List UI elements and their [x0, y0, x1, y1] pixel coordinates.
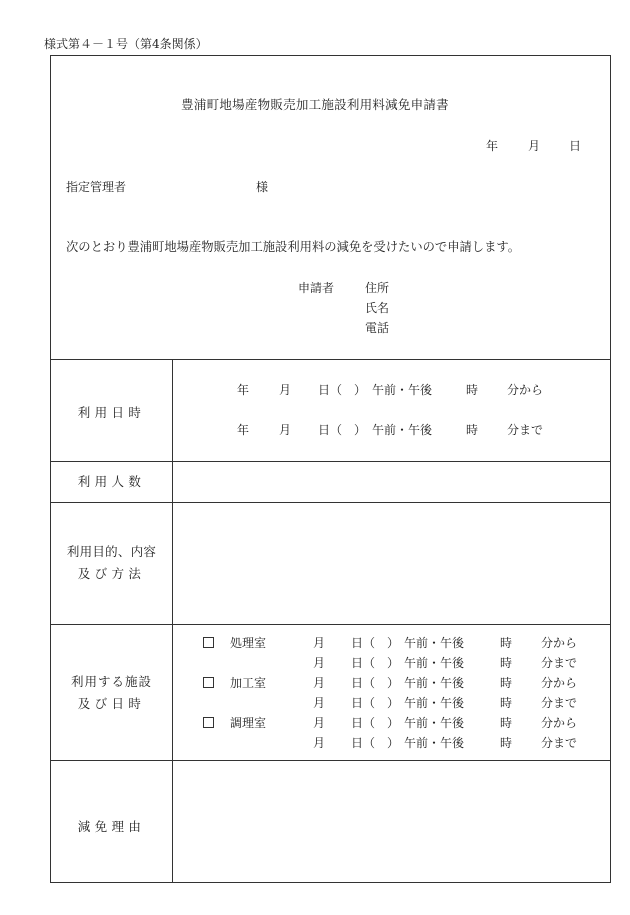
form-title: 豊浦町地場産物販売加工施設利用料減免申請書 — [181, 97, 449, 112]
minute-field: 分まで — [541, 736, 578, 750]
facility-checkbox[interactable] — [203, 677, 220, 689]
ampm-field: 午前・午後 — [404, 676, 465, 690]
hour-field: 時 — [500, 736, 513, 750]
hour-field: 時 — [500, 636, 513, 650]
year-field: 年 — [237, 423, 250, 437]
day-field: 日（ ） — [318, 423, 367, 437]
ampm-field: 午前・午後 — [404, 696, 465, 710]
facility-name: 加工室 — [230, 676, 267, 690]
ampm-field: 午前・午後 — [404, 656, 465, 670]
divider-header — [50, 359, 611, 360]
applicant-phone-label: 電話 — [365, 321, 390, 335]
day-field: 日（ ） — [351, 676, 400, 690]
hour-field: 時 — [466, 383, 479, 397]
divider-headcount — [50, 502, 611, 503]
applicant-address-label: 住所 — [365, 281, 390, 295]
facility-checkbox[interactable] — [203, 717, 220, 729]
month-field: 月 — [279, 383, 292, 397]
hour-field: 時 — [500, 696, 513, 710]
divider-datetime — [50, 461, 611, 462]
month-field: 月 — [313, 696, 326, 710]
month-field: 月 — [313, 736, 326, 750]
minute-field: 分から — [541, 676, 578, 690]
date-month: 月 — [528, 139, 541, 153]
hour-field: 時 — [466, 423, 479, 437]
form-frame — [50, 55, 611, 883]
date-year: 年 — [486, 139, 499, 153]
minute-field: 分まで — [507, 423, 544, 437]
headcount-label: 利用人数 — [77, 474, 146, 489]
hour-field: 時 — [500, 676, 513, 690]
day-field: 日（ ） — [351, 716, 400, 730]
day-field: 日（ ） — [318, 383, 367, 397]
addressee-label: 指定管理者 — [66, 180, 127, 194]
addressee-honorific: 様 — [256, 180, 269, 194]
facility-checkbox[interactable] — [203, 637, 220, 649]
hour-field: 時 — [500, 716, 513, 730]
ampm-field: 午前・午後 — [404, 716, 465, 730]
month-field: 月 — [313, 676, 326, 690]
month-field: 月 — [313, 636, 326, 650]
ampm-field: 午前・午後 — [404, 636, 465, 650]
ampm-field: 午前・午後 — [404, 736, 465, 750]
minute-field: 分まで — [541, 696, 578, 710]
day-field: 日（ ） — [351, 656, 400, 670]
ampm-field: 午前・午後 — [372, 423, 433, 437]
statement: 次のとおり豊浦町地場産物販売加工施設利用料の減免を受けたいので申請します。 — [66, 240, 521, 254]
divider-facilities — [50, 760, 611, 761]
applicant-label: 申請者 — [298, 281, 335, 295]
applicant-name-label: 氏名 — [365, 301, 390, 315]
ampm-field: 午前・午後 — [372, 383, 433, 397]
day-field: 日（ ） — [351, 636, 400, 650]
day-field: 日（ ） — [351, 736, 400, 750]
facility-name: 処理室 — [230, 636, 267, 650]
hour-field: 時 — [500, 656, 513, 670]
form-number: 様式第４－１号（第4条関係） — [44, 37, 208, 51]
date-day: 日 — [569, 139, 582, 153]
year-field: 年 — [237, 383, 250, 397]
month-field: 月 — [279, 423, 292, 437]
minute-field: 分から — [541, 636, 578, 650]
purpose-label: 利用目的、内容 及び方法 — [66, 544, 157, 581]
month-field: 月 — [313, 656, 326, 670]
divider-purpose — [50, 624, 611, 625]
minute-field: 分まで — [541, 656, 578, 670]
reason-label: 減免理由 — [77, 819, 146, 834]
usage-datetime-label: 利用日時 — [77, 405, 146, 420]
label-column-divider — [172, 359, 173, 883]
minute-field: 分から — [507, 383, 544, 397]
day-field: 日（ ） — [351, 696, 400, 710]
minute-field: 分から — [541, 716, 578, 730]
facilities-label: 利用する施設 及び日時 — [70, 674, 152, 711]
month-field: 月 — [313, 716, 326, 730]
facility-name: 調理室 — [230, 716, 267, 730]
